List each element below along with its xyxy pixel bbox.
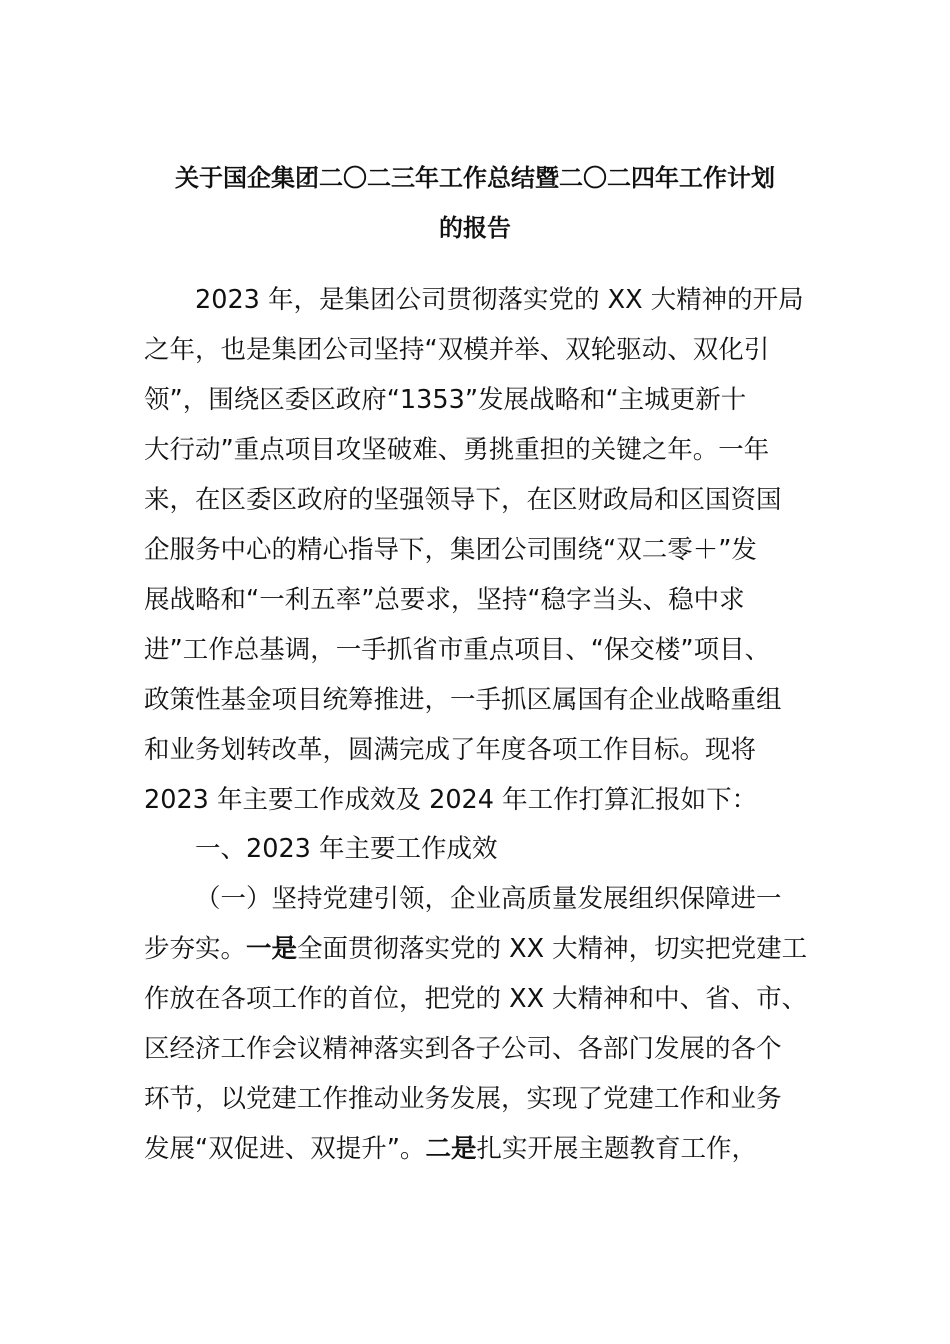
paragraph-line	[144, 931, 807, 967]
subsection-heading: （一）坚持党建引领，企业高质量发展组织保障进一	[195, 884, 782, 914]
section-heading: 一、2023 年主要工作成效	[195, 834, 498, 864]
paragraph-line: 政策性基金项目统筹推进，一手抓区属国有企业战略重组	[144, 685, 782, 715]
paragraph-line: 来，在区委区政府的坚强领导下，在区财政局和区国资国	[144, 485, 782, 515]
paragraph-line: 领”，围绕区委区政府“1353”发展战略和“主城更新十	[144, 385, 747, 415]
paragraph-line: 之年，也是集团公司坚持“双模并举、双轮驱动、双化引	[144, 335, 770, 365]
paragraph-line	[144, 1131, 757, 1167]
paragraph-line: 大行动”重点项目攻坚破难、勇挑重担的关键之年。一年	[144, 435, 770, 465]
paragraph-line: 2023 年，是集团公司贯彻落实党的 XX 大精神的开局	[195, 285, 804, 315]
line-text: 全面贯彻落实党的 XX 大精神，切实把党建工	[297, 934, 808, 964]
emphasis-text: 一是	[246, 934, 298, 964]
paragraph-line: 环节，以党建工作推动业务发展，实现了党建工作和业务	[144, 1084, 782, 1114]
report-title-line-1: 关于国企集团二〇二三年工作总结暨二〇二四年工作计划	[175, 164, 775, 192]
report-title-line-2: 的报告	[439, 214, 511, 242]
line-text: 扎实开展主题教育工作，	[476, 1134, 757, 1164]
line-text: 发展“双促进、双提升”。	[144, 1134, 426, 1164]
paragraph-line: 展战略和“一利五率”总要求，坚持“稳字当头、稳中求	[144, 585, 745, 615]
paragraph-line: 作放在各项工作的首位，把党的 XX 大精神和中、省、市、	[144, 984, 808, 1014]
paragraph-line: 区经济工作会议精神落实到各子公司、各部门发展的各个	[144, 1034, 782, 1064]
line-text: 步夯实。	[144, 934, 247, 964]
paragraph-line: 企服务中心的精心指导下，集团公司围绕“双二零＋”发	[144, 535, 757, 565]
paragraph-line: 进”工作总基调，一手抓省市重点项目、“保交楼”项目、	[144, 635, 771, 665]
emphasis-text: 二是	[425, 1134, 477, 1164]
paragraph-line: 和业务划转改革，圆满完成了年度各项工作目标。现将	[144, 735, 757, 765]
paragraph-line: 2023 年主要工作成效及 2024 年工作打算汇报如下：	[144, 785, 758, 815]
